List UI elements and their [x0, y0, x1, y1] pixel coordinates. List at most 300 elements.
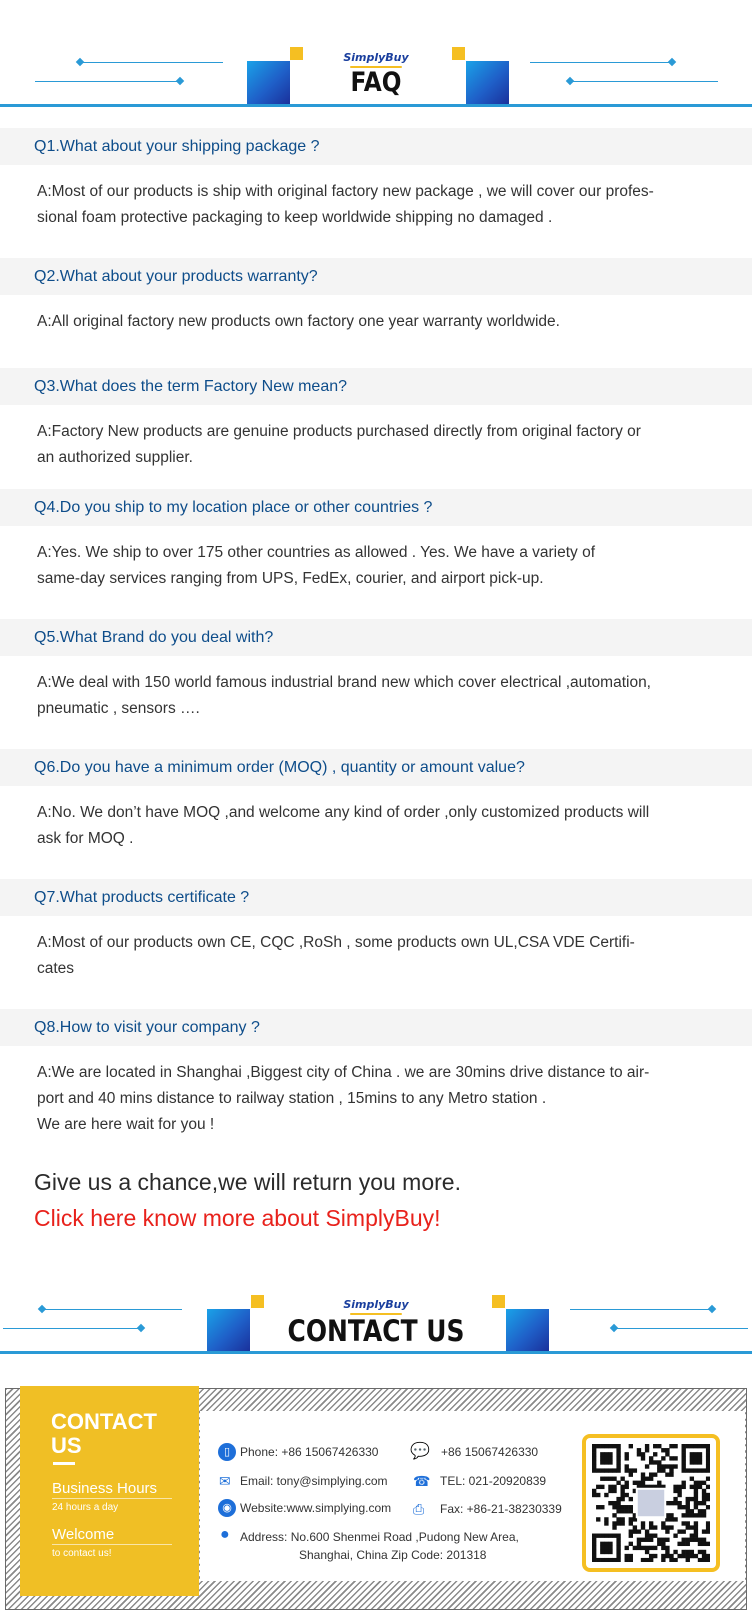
- qr-module: [661, 1554, 665, 1558]
- qr-module: [633, 1481, 637, 1485]
- qr-module: [686, 1509, 690, 1513]
- qr-module: [673, 1497, 677, 1501]
- qr-module: [604, 1558, 608, 1562]
- qr-module: [706, 1521, 710, 1525]
- faq-question: Q2.What about your products warranty?: [34, 268, 318, 285]
- qr-module: [592, 1452, 596, 1456]
- qr-module: [690, 1460, 694, 1464]
- qr-module: [706, 1452, 710, 1456]
- qr-module: [596, 1485, 600, 1489]
- qr-module: [694, 1468, 698, 1472]
- qr-module: [669, 1558, 673, 1562]
- qr-module: [616, 1554, 620, 1558]
- qr-module: [682, 1456, 686, 1460]
- qr-module: [682, 1542, 686, 1546]
- qr-module: [592, 1444, 596, 1448]
- qr-module: [616, 1509, 620, 1513]
- qr-module: [669, 1513, 673, 1517]
- qr-module: [669, 1468, 673, 1472]
- qr-module: [669, 1501, 673, 1505]
- qr-module: [629, 1497, 633, 1501]
- qr-module: [629, 1554, 633, 1558]
- faq-answer-line: A:No. We don’t have MOQ ,and welcome any kind of order ,only customized products will: [37, 804, 650, 821]
- qr-module: [592, 1550, 596, 1554]
- qr-module: [686, 1444, 690, 1448]
- qr-module: [592, 1538, 596, 1542]
- qr-module: [682, 1481, 686, 1485]
- qr-module: [600, 1542, 604, 1546]
- qr-module: [600, 1468, 604, 1472]
- qr-module: [645, 1444, 649, 1448]
- qr-module: [592, 1534, 596, 1538]
- qr-module: [686, 1521, 690, 1525]
- qr-module: [616, 1448, 620, 1452]
- qr-module: [694, 1493, 698, 1497]
- faq-question: Q5.What Brand do you deal with?: [34, 629, 274, 646]
- qr-module: [694, 1521, 698, 1525]
- qr-module: [600, 1505, 604, 1509]
- qr-module: [661, 1542, 665, 1546]
- qr-module: [616, 1468, 620, 1472]
- qr-module: [612, 1477, 616, 1481]
- qr-module: [686, 1538, 690, 1542]
- qr-module: [673, 1550, 677, 1554]
- qr-module: [616, 1534, 620, 1538]
- qr-module: [608, 1542, 612, 1546]
- faq-question: Q1.What about your shipping package ?: [34, 138, 320, 155]
- qr-module: [604, 1550, 608, 1554]
- qr-module: [657, 1481, 661, 1485]
- qr-module: [686, 1542, 690, 1546]
- qr-module: [665, 1546, 669, 1550]
- faq-answer-line: A:Most of our products is ship with original factory new package , we will cover our profes-: [37, 183, 654, 200]
- qr-module: [612, 1468, 616, 1472]
- qr-module: [653, 1546, 657, 1550]
- faq-question-bar: [0, 489, 752, 526]
- about-simplybuy-link[interactable]: Click here know more about SimplyBuy!: [34, 1205, 441, 1231]
- qr-module: [612, 1501, 616, 1505]
- qr-module: [706, 1558, 710, 1562]
- section-title: FAQ: [350, 67, 402, 98]
- contact-tel[interactable]: TEL: 021-20920839: [440, 1474, 547, 1488]
- qr-module: [702, 1497, 706, 1501]
- qr-module: [677, 1542, 681, 1546]
- qr-module: [669, 1464, 673, 1468]
- qr-module: [653, 1460, 657, 1464]
- qr-module: [600, 1550, 604, 1554]
- qr-module: [677, 1529, 681, 1533]
- contact-box-title-line: US: [51, 1433, 82, 1458]
- qr-module: [616, 1456, 620, 1460]
- qr-module: [702, 1558, 706, 1562]
- qr-module: [698, 1481, 702, 1485]
- qr-module: [669, 1517, 673, 1521]
- qr-module: [706, 1464, 710, 1468]
- qr-module: [698, 1452, 702, 1456]
- qr-module: [706, 1525, 710, 1529]
- qr-module: [625, 1493, 629, 1497]
- qr-module: [694, 1501, 698, 1505]
- qr-module: [682, 1505, 686, 1509]
- fax-icon: ⎙: [413, 1501, 425, 1517]
- qr-module: [625, 1468, 629, 1472]
- qr-module: [686, 1468, 690, 1472]
- qr-module: [694, 1452, 698, 1456]
- qr-module: [592, 1456, 596, 1460]
- qr-module: [612, 1525, 616, 1529]
- qr-module: [661, 1558, 665, 1562]
- qr-module: [612, 1521, 616, 1525]
- qr-module: [682, 1452, 686, 1456]
- qr-module: [657, 1444, 661, 1448]
- qr-module: [694, 1513, 698, 1517]
- qr-module: [649, 1538, 653, 1542]
- qr-module: [702, 1493, 706, 1497]
- qr-module: [702, 1468, 706, 1472]
- faq-question-bar: [0, 749, 752, 786]
- faq-answer: [37, 670, 682, 722]
- qr-module: [641, 1456, 645, 1460]
- qr-module: [596, 1558, 600, 1562]
- qr-module: [665, 1464, 669, 1468]
- qr-module: [616, 1501, 620, 1505]
- qr-module: [694, 1497, 698, 1501]
- qr-module: [702, 1509, 706, 1513]
- qr-module: [629, 1517, 633, 1521]
- contact-phone[interactable]: Phone: +86 15067426330: [240, 1445, 379, 1459]
- qr-module: [694, 1525, 698, 1529]
- faq-question-bar: [0, 368, 752, 405]
- qr-module: [612, 1513, 616, 1517]
- qr-module: [694, 1485, 698, 1489]
- qr-module: [608, 1550, 612, 1554]
- qr-module: [600, 1460, 604, 1464]
- tagline: Give us a chance,we will return you more.: [34, 1169, 461, 1195]
- qr-module: [592, 1468, 596, 1472]
- qr-module: [637, 1452, 641, 1456]
- contact-banner: [0, 1290, 752, 1358]
- qr-module: [649, 1477, 653, 1481]
- qr-module: [616, 1521, 620, 1525]
- qr-module: [690, 1452, 694, 1456]
- faq-answer-line: ask for MOQ .: [37, 830, 134, 847]
- qr-module: [698, 1485, 702, 1489]
- faq-question: Q4.Do you ship to my location place or other countries ?: [34, 499, 433, 516]
- qr-module: [682, 1448, 686, 1452]
- qr-module: [702, 1513, 706, 1517]
- qr-module: [645, 1550, 649, 1554]
- qr-module: [608, 1460, 612, 1464]
- qr-module: [620, 1493, 624, 1497]
- qr-module: [690, 1525, 694, 1529]
- qr-module: [620, 1477, 624, 1481]
- faq-answer: [37, 800, 682, 852]
- qr-module: [698, 1460, 702, 1464]
- contact-website[interactable]: Website:www.simplying.com: [240, 1501, 392, 1515]
- faq-answer-line: pneumatic , sensors ….: [37, 700, 200, 717]
- qr-module: [669, 1444, 673, 1448]
- contact-box-title: [51, 1410, 157, 1458]
- qr-module: [645, 1529, 649, 1533]
- qr-module: [616, 1546, 620, 1550]
- qr-module: [661, 1546, 665, 1550]
- qr-module: [694, 1481, 698, 1485]
- qr-module: [698, 1550, 702, 1554]
- qr-module: [653, 1472, 657, 1476]
- faq-answer-line: cates: [37, 960, 75, 977]
- qr-module: [641, 1521, 645, 1525]
- qr-module: [616, 1460, 620, 1464]
- qr-module: [673, 1517, 677, 1521]
- qr-module: [600, 1477, 604, 1481]
- qr-module: [596, 1517, 600, 1521]
- qr-module: [649, 1546, 653, 1550]
- qr-module: [657, 1468, 661, 1472]
- qr-module: [641, 1546, 645, 1550]
- qr-module: [673, 1558, 677, 1562]
- qr-module: [669, 1456, 673, 1460]
- qr-module: [596, 1534, 600, 1538]
- qr-code[interactable]: [582, 1434, 720, 1572]
- qr-module: [608, 1558, 612, 1562]
- qr-module: [641, 1472, 645, 1476]
- welcome-label: Welcome: [52, 1526, 115, 1543]
- qr-module: [686, 1525, 690, 1529]
- qr-module: [686, 1550, 690, 1554]
- qr-module: [694, 1489, 698, 1493]
- qr-module: [698, 1558, 702, 1562]
- qr-module: [637, 1542, 641, 1546]
- qr-module: [645, 1558, 649, 1562]
- qr-module: [649, 1534, 653, 1538]
- qr-module: [665, 1529, 669, 1533]
- qr-module: [620, 1509, 624, 1513]
- qr-module: [690, 1550, 694, 1554]
- qr-module: [645, 1546, 649, 1550]
- qr-module: [633, 1468, 637, 1472]
- faq-question-bar: [0, 879, 752, 916]
- telephone-icon: ☎: [413, 1473, 431, 1489]
- qr-module: [653, 1534, 657, 1538]
- qr-module: [616, 1558, 620, 1562]
- qr-module: [677, 1505, 681, 1509]
- qr-module: [698, 1509, 702, 1513]
- qr-module: [682, 1550, 686, 1554]
- qr-module: [706, 1444, 710, 1448]
- faq-answer-line: A:We deal with 150 world famous industrial brand new which cover electrical ,automation,: [37, 674, 651, 691]
- qr-module: [690, 1468, 694, 1472]
- qr-module: [657, 1460, 661, 1464]
- qr-module: [604, 1542, 608, 1546]
- qr-module: [686, 1558, 690, 1562]
- qr-module: [629, 1529, 633, 1533]
- qr-module: [641, 1477, 645, 1481]
- qr-module: [612, 1558, 616, 1562]
- qr-module: [596, 1493, 600, 1497]
- qr-module: [592, 1448, 596, 1452]
- qr-module: [604, 1521, 608, 1525]
- qr-module: [645, 1448, 649, 1452]
- qr-module: [698, 1468, 702, 1472]
- qr-module: [592, 1554, 596, 1558]
- qr-module: [608, 1452, 612, 1456]
- phone-icon: ▯: [218, 1443, 236, 1461]
- faq-answer-line: sional foam protective packaging to keep worldwide shipping no damaged .: [37, 209, 553, 226]
- qr-module: [600, 1558, 604, 1562]
- qr-module: [661, 1521, 665, 1525]
- qr-module: [690, 1477, 694, 1481]
- qr-module: [690, 1538, 694, 1542]
- faq-answer-line: A:Factory New products are genuine products purchased directly from original factory or: [37, 423, 641, 440]
- qr-module: [653, 1444, 657, 1448]
- qr-module: [649, 1472, 653, 1476]
- qr-module: [706, 1448, 710, 1452]
- qr-module: [645, 1534, 649, 1538]
- qr-module: [604, 1468, 608, 1472]
- qr-module: [629, 1521, 633, 1525]
- faq-question: Q8.How to visit your company ?: [34, 1019, 260, 1036]
- wechat-icon: 💬: [410, 1443, 430, 1460]
- qr-module: [669, 1472, 673, 1476]
- qr-module: [665, 1550, 669, 1554]
- faq-answer: [37, 309, 682, 335]
- qr-module: [616, 1464, 620, 1468]
- qr-module: [682, 1529, 686, 1533]
- qr-module: [702, 1501, 706, 1505]
- contact-address-line: Address: No.600 Shenmei Road ,Pudong New Area,: [240, 1530, 519, 1544]
- qr-module: [641, 1538, 645, 1542]
- qr-module: [665, 1554, 669, 1558]
- qr-module: [596, 1444, 600, 1448]
- qr-module: [625, 1558, 629, 1562]
- qr-module: [682, 1485, 686, 1489]
- faq-question-bar: [0, 1009, 752, 1046]
- qr-module: [637, 1481, 641, 1485]
- qr-module: [604, 1493, 608, 1497]
- qr-module: [661, 1538, 665, 1542]
- faq-answer-line: We are here wait for you !: [37, 1116, 215, 1133]
- qr-module: [645, 1464, 649, 1468]
- qr-module: [633, 1525, 637, 1529]
- qr-module: [608, 1485, 612, 1489]
- qr-module: [690, 1534, 694, 1538]
- welcome-note: to contact us!: [52, 1548, 112, 1559]
- qr-module: [592, 1489, 596, 1493]
- qr-module: [698, 1542, 702, 1546]
- qr-module: [608, 1534, 612, 1538]
- qr-module: [653, 1554, 657, 1558]
- qr-module: [706, 1468, 710, 1472]
- faq-answer-line: port and 40 mins distance to railway station , 15mins to any Metro station .: [37, 1090, 547, 1107]
- faq-question-bar: [0, 128, 752, 165]
- faq-answer: [37, 179, 682, 231]
- faq-answer: [37, 1060, 682, 1138]
- faq-answer-line: A:Most of our products own CE, CQC ,RoSh , some products own UL,CSA VDE Certifi-: [37, 934, 635, 951]
- qr-module: [694, 1505, 698, 1509]
- qr-module: [604, 1452, 608, 1456]
- globe-icon: ◉: [218, 1499, 236, 1517]
- qr-module: [629, 1558, 633, 1562]
- contact-wechat[interactable]: +86 15067426330: [441, 1445, 539, 1459]
- contact-box-divider: [52, 1544, 172, 1545]
- qr-module: [677, 1554, 681, 1558]
- qr-module: [677, 1485, 681, 1489]
- qr-module: [661, 1525, 665, 1529]
- qr-module: [600, 1485, 604, 1489]
- qr-module: [682, 1464, 686, 1468]
- hours-note: 24 hours a day: [52, 1502, 119, 1513]
- qr-module: [604, 1534, 608, 1538]
- faq-question: Q6.Do you have a minimum order (MOQ) , quantity or amount value?: [34, 759, 525, 776]
- qr-module: [592, 1558, 596, 1562]
- qr-module: [649, 1525, 653, 1529]
- qr-module: [694, 1538, 698, 1542]
- qr-module: [682, 1513, 686, 1517]
- contact-box-title-line: CONTACT: [51, 1409, 157, 1434]
- qr-module: [637, 1538, 641, 1542]
- qr-module: [682, 1538, 686, 1542]
- qr-module: [694, 1456, 698, 1460]
- qr-module: [686, 1554, 690, 1558]
- qr-module: [616, 1452, 620, 1456]
- qr-module: [625, 1481, 629, 1485]
- qr-module: [629, 1509, 633, 1513]
- qr-module: [629, 1468, 633, 1472]
- qr-code-image: [592, 1444, 710, 1562]
- qr-module: [649, 1460, 653, 1464]
- qr-module: [698, 1444, 702, 1448]
- qr-module: [702, 1529, 706, 1533]
- faq-answer-line: an authorized supplier.: [37, 449, 193, 466]
- faq-answer-line: same-day services ranging from UPS, FedEx, courier, and airport pick-up.: [37, 570, 544, 587]
- faq-answer-line: A:Yes. We ship to over 175 other countries as allowed . Yes. We have a variety of: [37, 544, 596, 561]
- contact-email[interactable]: Email: tony@simplying.com: [240, 1474, 388, 1488]
- qr-module: [702, 1538, 706, 1542]
- qr-module: [673, 1444, 677, 1448]
- qr-module: [629, 1505, 633, 1509]
- qr-module: [649, 1456, 653, 1460]
- qr-module: [612, 1505, 616, 1509]
- brand-logo: SimplyBuy: [343, 51, 409, 64]
- qr-module: [592, 1460, 596, 1464]
- qr-module: [612, 1489, 616, 1493]
- qr-module: [629, 1444, 633, 1448]
- qr-module: [645, 1477, 649, 1481]
- qr-module: [596, 1468, 600, 1472]
- qr-module: [690, 1497, 694, 1501]
- qr-module: [661, 1456, 665, 1460]
- contact-box-rule: [53, 1462, 75, 1465]
- qr-module: [641, 1525, 645, 1529]
- qr-module: [625, 1485, 629, 1489]
- qr-module: [690, 1485, 694, 1489]
- qr-module: [620, 1521, 624, 1525]
- qr-module: [706, 1485, 710, 1489]
- qr-module: [649, 1554, 653, 1558]
- qr-module: [673, 1501, 677, 1505]
- qr-module: [690, 1509, 694, 1513]
- qr-module: [625, 1452, 629, 1456]
- qr-avatar: [637, 1489, 665, 1517]
- qr-module: [629, 1472, 633, 1476]
- qr-module: [673, 1485, 677, 1489]
- qr-module: [600, 1546, 604, 1550]
- qr-module: [616, 1481, 620, 1485]
- contact-address-line: Shanghai, China Zip Code: 201318: [299, 1548, 487, 1562]
- qr-module: [620, 1485, 624, 1489]
- qr-module: [682, 1468, 686, 1472]
- qr-module: [633, 1529, 637, 1533]
